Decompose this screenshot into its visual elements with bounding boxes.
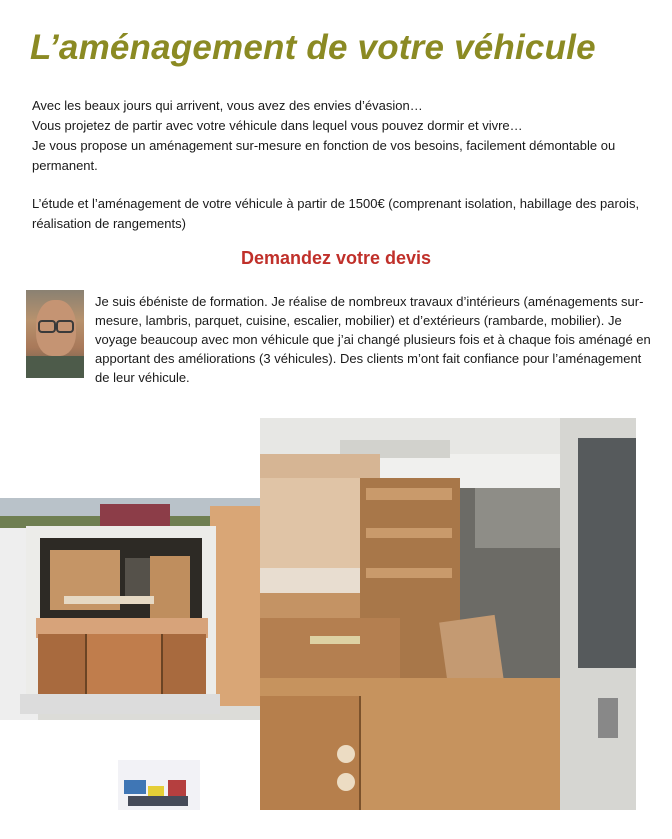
intro-line-1: Avec les beaux jours qui arrivent, vous avez des envies d’évasion… (32, 98, 423, 113)
van-interior-photo (260, 418, 636, 810)
pricing-text: L’étude et l’aménagement de votre véhicule à partir de 1500€ (comprenant isolation, habillage des parois, réalisation de rangements) (32, 196, 640, 231)
quote-request-link[interactable]: Demandez votre devis (240, 248, 432, 268)
intro-line-2: Vous projetez de partir avec votre véhicule dans lequel vous pouvez dormir et vivre… (32, 118, 523, 133)
author-bio: Je suis ébéniste de formation. Je réalise de nombreux travaux d’intérieurs (aménagements sur-mesure, lambris, parquet, cuisine, escalier, mobilier) et d’extérieurs (rambarde, mobilier). Je voyage beaucoup avec mon véhicule que j’ai changé plusieurs fois et à chaque fois aménagé en apportant des améliorations (3 véhicules). Des clients m’ont fait confiance pour l’aménagement de leur véhicule. (95, 294, 651, 385)
van-rear-photo (0, 498, 268, 720)
intro-text (32, 96, 647, 234)
van-detail-photo (118, 760, 200, 810)
page-title: L’aménagement de votre véhicule (30, 28, 596, 67)
intro-line-3: Je vous propose un aménagement sur-mesure en fonction de vos besoins, facilement démontable ou permanent. (32, 138, 616, 173)
author-portrait (26, 290, 84, 378)
